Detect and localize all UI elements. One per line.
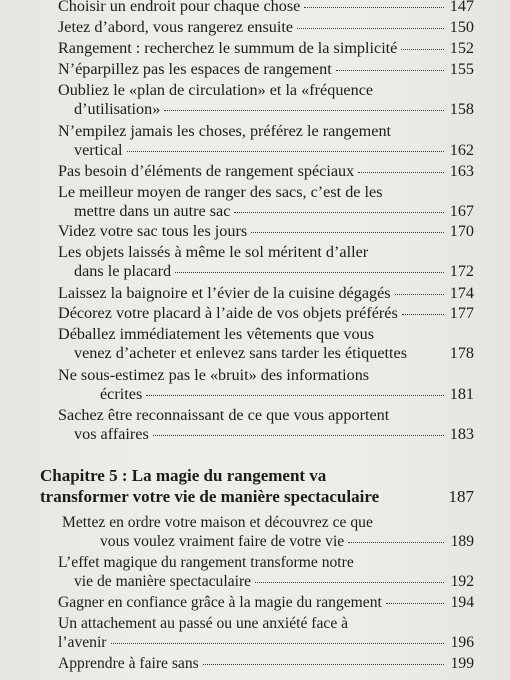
toc-sub-entry bbox=[58, 654, 474, 673]
toc-entry-text: dans le placard bbox=[74, 262, 172, 280]
toc-entry bbox=[58, 406, 474, 444]
toc-entry-text: d’utilisation» bbox=[74, 100, 161, 118]
dot-leader bbox=[348, 542, 444, 543]
toc-entry-text: Un attachement au passé ou une anxiété face à bbox=[58, 615, 349, 632]
chapter-heading bbox=[40, 465, 474, 507]
toc-entry-text: écrites bbox=[100, 385, 143, 403]
toc-entry-text: Videz votre sac tous les jours bbox=[58, 222, 248, 240]
toc-entry-text: Déballez immédiatement les vêtements que vous bbox=[58, 325, 375, 343]
toc-entry bbox=[58, 325, 474, 363]
dot-leader bbox=[297, 28, 444, 29]
toc-page-number: 177 bbox=[449, 304, 474, 322]
toc-page-number: 196 bbox=[450, 634, 474, 651]
toc-page-number: 199 bbox=[450, 655, 474, 672]
toc-entry bbox=[58, 183, 474, 221]
toc-entry bbox=[58, 304, 474, 323]
toc-page-number: 174 bbox=[449, 284, 474, 302]
dot-leader bbox=[111, 643, 445, 644]
toc-page-number: 158 bbox=[449, 100, 474, 118]
toc-entry-text: Le meilleur moyen de ranger des sacs, c’est de les bbox=[58, 183, 383, 201]
toc-entry-text: Jetez d’abord, vous rangerez ensuite bbox=[58, 18, 294, 36]
toc-entry-text: Laissez la baignoire et l’évier de la cuisine dégagés bbox=[58, 284, 391, 302]
dot-leader bbox=[304, 7, 444, 8]
toc-page-number: 194 bbox=[450, 594, 474, 611]
toc-page-number: 147 bbox=[449, 0, 474, 15]
toc-entry-text: l’avenir bbox=[58, 634, 107, 651]
chapter-page-number: 187 bbox=[448, 487, 474, 506]
toc-entry-text: venez d’acheter et enlevez sans tarder les étiquettes bbox=[74, 344, 408, 362]
toc-entry bbox=[58, 81, 474, 119]
toc-entry bbox=[58, 366, 474, 404]
toc-sub-entry bbox=[58, 553, 474, 591]
toc-entry-text: Apprendre à faire sans bbox=[58, 655, 199, 672]
toc-entry bbox=[58, 243, 474, 281]
toc-page-number: 150 bbox=[449, 18, 474, 36]
toc-entry bbox=[58, 222, 474, 241]
toc-entry bbox=[58, 60, 474, 79]
toc-page-number: 162 bbox=[449, 141, 474, 159]
toc-entry-text: Décorez votre placard à l’aide de vos objets préférés bbox=[58, 304, 398, 322]
toc-entry-text: Rangement : recherchez le summum de la simplicité bbox=[58, 39, 398, 57]
dot-leader bbox=[251, 232, 444, 233]
dot-leader bbox=[164, 110, 444, 111]
toc-entry bbox=[58, 162, 474, 181]
toc-entry-text: N’éparpillez pas les espaces de rangement bbox=[58, 60, 332, 78]
dot-leader bbox=[395, 294, 444, 295]
toc-page-number: 178 bbox=[449, 344, 474, 362]
toc-entry bbox=[58, 284, 474, 303]
toc-entry-text: Les objets laissés à même le sol méritent d’aller bbox=[58, 243, 369, 261]
dot-leader bbox=[386, 603, 444, 604]
toc-entry-text: vertical bbox=[74, 141, 123, 159]
toc-page-number: 170 bbox=[449, 222, 474, 240]
dot-leader bbox=[255, 582, 444, 583]
toc-sub-entry bbox=[58, 593, 474, 612]
dot-leader bbox=[358, 172, 444, 173]
toc-entry bbox=[58, 39, 474, 58]
toc-page-number: 181 bbox=[449, 385, 474, 403]
toc-page-number: 167 bbox=[449, 202, 474, 220]
toc-entry-text: vos affaires bbox=[74, 425, 149, 443]
dot-leader bbox=[402, 314, 444, 315]
toc-page-number: 172 bbox=[449, 262, 474, 280]
toc-page-number: 152 bbox=[449, 39, 474, 57]
toc-entry-text: Ne sous-estimez pas le «bruit» des informations bbox=[58, 366, 370, 384]
chapter-title-line: Chapitre 5 : La magie du rangement va bbox=[40, 466, 327, 485]
toc-entry bbox=[58, 0, 474, 16]
toc-entry-text: vous voulez vraiment faire de votre vie bbox=[100, 533, 345, 550]
dot-leader bbox=[127, 151, 444, 152]
toc-page-number: 189 bbox=[450, 533, 474, 550]
toc-entry-text: Sachez être reconnaissant de ce que vous apportent bbox=[58, 406, 390, 424]
dot-leader bbox=[175, 272, 444, 273]
dot-leader bbox=[153, 435, 444, 436]
toc-sub-entry bbox=[58, 614, 474, 652]
toc-page-number: 183 bbox=[449, 425, 474, 443]
toc-entry-text: Choisir un endroit pour chaque chose bbox=[58, 0, 301, 15]
toc-entry-text: Mettez en ordre votre maison et découvrez ce que bbox=[62, 514, 373, 531]
dot-leader bbox=[401, 49, 444, 50]
chapter-title-line: transformer votre vie de manière spectaculaire bbox=[40, 487, 380, 506]
toc-sub-entry bbox=[58, 513, 474, 551]
toc-entry bbox=[58, 122, 474, 160]
toc-entry-text: Gagner en confiance grâce à la magie du rangement bbox=[58, 594, 382, 611]
toc-page-number: 155 bbox=[449, 60, 474, 78]
dot-leader bbox=[146, 395, 444, 396]
dot-leader bbox=[203, 664, 444, 665]
toc-page-number: 163 bbox=[449, 162, 474, 180]
toc-entry-text: mettre dans un autre sac bbox=[74, 202, 231, 220]
dot-leader bbox=[336, 70, 444, 71]
toc-entry-text: L’effet magique du rangement transforme notre bbox=[58, 554, 354, 571]
toc-entry-text: vie de manière spectaculaire bbox=[74, 573, 252, 590]
toc-entry-text: N’empilez jamais les choses, préférez le rangement bbox=[58, 122, 392, 140]
toc-entry bbox=[58, 18, 474, 37]
toc-page-number: 192 bbox=[450, 573, 474, 590]
dot-leader bbox=[234, 212, 444, 213]
toc-entry-text: Oubliez le «plan de circulation» et la «fréquence bbox=[58, 81, 374, 99]
toc-entry-text: Pas besoin d’éléments de rangement spéciaux bbox=[58, 162, 355, 180]
